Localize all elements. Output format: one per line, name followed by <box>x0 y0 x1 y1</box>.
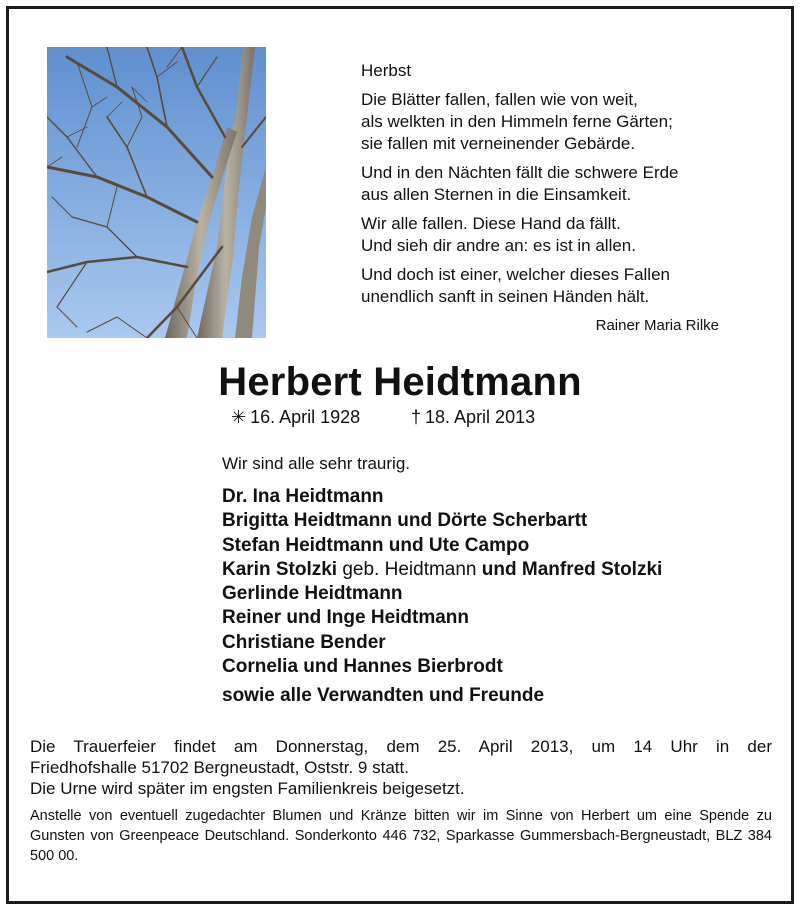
poem-line: als welkten in den Himmeln ferne Gärten; <box>361 112 673 131</box>
funeral-info <box>30 736 772 799</box>
poem-stanza-2 <box>361 162 731 206</box>
mourner-karin-name: Karin Stolzki <box>222 558 338 580</box>
birth-star-icon: ✳ <box>231 407 247 427</box>
donation-text: Anstelle von eventuell zugedachter Blumen und Kränze bitten wir im Sinne von Herbert um eine Spende zu Gunsten von Greenpeace Deutschland. Sonderkonto 446 732, Sparkasse Gummersbach-Bergneustadt, BLZ 384 500 00. <box>30 808 772 864</box>
death-date <box>411 405 535 429</box>
mourner-karin-nee: geb. Heidtmann <box>342 558 477 580</box>
poem-line: Und doch ist einer, welcher dieses Fallen <box>361 265 670 284</box>
mourners-closing: sowie alle Verwandten und Freunde <box>222 685 545 707</box>
poem-line: Die Blätter fallen, fallen wie von weit, <box>361 90 638 109</box>
mourner-name: Cornelia und Hannes Bierbrodt <box>222 656 503 678</box>
poem-line: Wir alle fallen. Diese Hand da fällt. <box>361 214 621 233</box>
poem-line: sie fallen mit verneinender Gebärde. <box>361 134 636 153</box>
poem-line: aus allen Sternen in die Einsamkeit. <box>361 185 632 204</box>
mourners-intro: Wir sind alle sehr traurig. <box>222 454 411 473</box>
deceased-name: Herbert Heidtmann <box>218 360 582 404</box>
birth-date-text: 16. April 1928 <box>250 407 361 427</box>
death-cross-icon: † <box>411 407 422 427</box>
funeral-line-2: Friedhofshalle 51702 Bergneustadt, Oststr. 9 statt. <box>30 758 409 777</box>
mourners-list <box>222 485 662 709</box>
mourner-name-karin <box>222 558 662 582</box>
poem-line: Und in den Nächten fällt die schwere Erde <box>361 163 679 182</box>
mourner-name: Gerlinde Heidtmann <box>222 583 403 605</box>
poem <box>361 60 731 337</box>
mourner-name: Stefan Heidtmann und Ute Campo <box>222 534 530 556</box>
tree-photo <box>47 47 266 338</box>
poem-stanza-3 <box>361 213 731 257</box>
mourner-karin-rest: und Manfred Stolzki <box>481 558 663 580</box>
tree-photo-image <box>47 47 266 338</box>
funeral-line-1: Die Trauerfeier findet am Donnerstag, dem 25. April 2013, um 14 Uhr in der <box>30 737 772 756</box>
poem-title: Herbst <box>361 61 412 80</box>
poem-author: Rainer Maria Rilke <box>595 317 719 334</box>
poem-line: Und sieh dir andre an: es ist in allen. <box>361 236 636 255</box>
poem-stanza-1 <box>361 89 731 155</box>
death-date-text: 18. April 2013 <box>425 407 536 427</box>
poem-line: unendlich sanft in seinen Händen hält. <box>361 287 650 306</box>
mourner-name: Dr. Ina Heidtmann <box>222 486 384 507</box>
funeral-line-3: Die Urne wird später im engsten Familienkreis beigesetzt. <box>30 779 465 798</box>
birth-date <box>231 405 360 429</box>
mourner-name: Christiane Bender <box>222 631 386 653</box>
mourner-name: Brigitta Heidtmann und Dörte Scherbartt <box>222 510 588 532</box>
mourner-name: Reiner und Inge Heidtmann <box>222 607 470 629</box>
donation-note <box>30 806 772 866</box>
poem-stanza-4 <box>361 264 731 308</box>
